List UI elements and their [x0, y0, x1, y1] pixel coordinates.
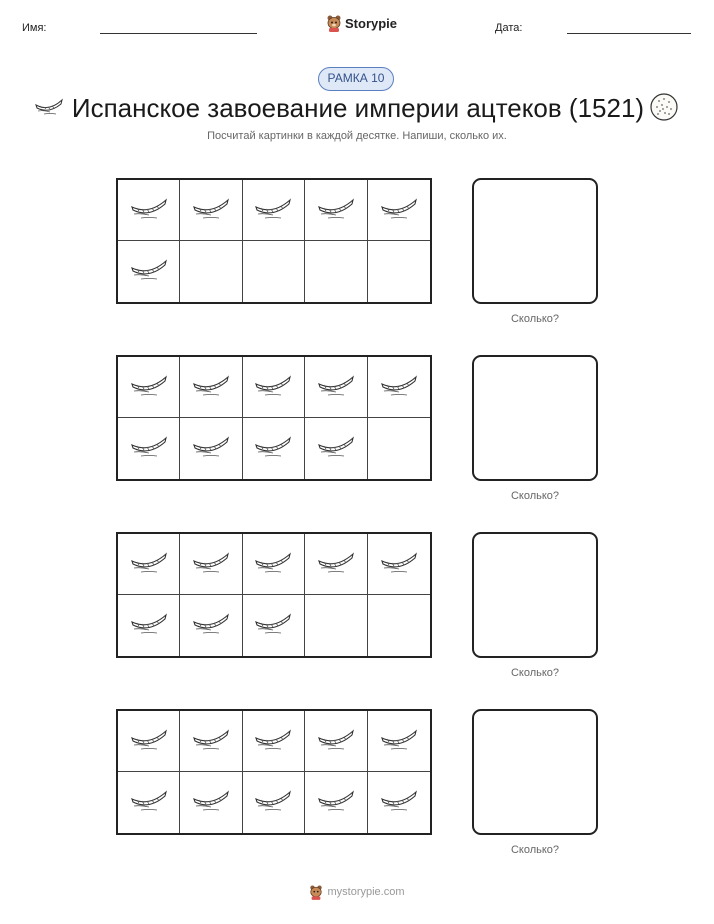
frame-cell	[118, 357, 180, 418]
frame-cell	[368, 180, 430, 241]
storypie-mascot-icon	[326, 14, 342, 32]
frame-cell	[368, 357, 430, 418]
frame-cell	[243, 418, 305, 479]
ten-frame-4	[116, 709, 432, 835]
canoe-icon	[316, 549, 356, 580]
canoe-icon	[379, 787, 419, 818]
date-label: Дата:	[495, 22, 523, 34]
frame-cell	[368, 595, 430, 656]
canoe-icon	[253, 726, 293, 757]
storypie-logo	[326, 14, 397, 32]
frame-cell	[118, 772, 180, 833]
canoe-icon	[34, 97, 64, 115]
frame-cell	[305, 772, 367, 833]
frame-cell	[305, 241, 367, 302]
canoe-icon	[316, 433, 356, 464]
frame-cell	[305, 534, 367, 595]
frame-cell	[118, 711, 180, 772]
canoe-icon	[253, 372, 293, 403]
frame-cell	[305, 357, 367, 418]
canoe-icon	[379, 372, 419, 403]
canoe-icon	[191, 372, 231, 403]
canoe-icon	[253, 549, 293, 580]
frame-cell	[243, 357, 305, 418]
tortilla-icon	[649, 92, 679, 122]
storypie-mascot-icon	[309, 884, 323, 900]
canoe-icon	[316, 726, 356, 757]
answer-box-4[interactable]	[472, 709, 598, 835]
canoe-icon	[253, 195, 293, 226]
frame-cell	[180, 357, 242, 418]
footer	[0, 884, 714, 900]
frame-cell	[305, 711, 367, 772]
canoe-icon	[379, 726, 419, 757]
frame-cell	[118, 418, 180, 479]
frame-cell	[243, 595, 305, 656]
frame-cell	[180, 241, 242, 302]
frame-cell	[368, 418, 430, 479]
frame-cell	[368, 711, 430, 772]
frame-cell	[368, 241, 430, 302]
canoe-icon	[191, 195, 231, 226]
name-label: Имя:	[22, 22, 47, 34]
canoe-icon	[253, 610, 293, 641]
frame-cell	[118, 241, 180, 302]
ten-frame-1	[116, 178, 432, 304]
frame-cell	[180, 534, 242, 595]
frame-cell	[243, 180, 305, 241]
instructions: Посчитай картинки в каждой десятке. Напиши, сколько их.	[207, 130, 507, 142]
canoe-icon	[129, 610, 169, 641]
canoe-icon	[191, 433, 231, 464]
canoe-icon	[129, 433, 169, 464]
canoe-icon	[379, 549, 419, 580]
frame-cell	[305, 595, 367, 656]
frame-cell	[180, 180, 242, 241]
canoe-icon	[253, 433, 293, 464]
canoe-icon	[129, 256, 169, 287]
answer-box-3[interactable]	[472, 532, 598, 658]
frame-cell	[118, 595, 180, 656]
frame-cell	[118, 180, 180, 241]
canoe-icon	[191, 787, 231, 818]
canoe-icon	[316, 787, 356, 818]
answer-box-1[interactable]	[472, 178, 598, 304]
canoe-icon	[129, 726, 169, 757]
frame-cell	[180, 772, 242, 833]
footer-site: mystorypie.com	[327, 886, 405, 898]
frame-cell	[118, 534, 180, 595]
canoe-icon	[129, 787, 169, 818]
frame-cell	[368, 534, 430, 595]
answer-box-2[interactable]	[472, 355, 598, 481]
frame-badge: РАМКА 10	[318, 67, 394, 91]
canoe-icon	[129, 195, 169, 226]
canoe-icon	[129, 372, 169, 403]
canoe-icon	[379, 195, 419, 226]
frame-cell	[243, 711, 305, 772]
frame-cell	[305, 180, 367, 241]
name-line[interactable]	[100, 33, 257, 34]
ten-frame-2	[116, 355, 432, 481]
frame-cell	[180, 595, 242, 656]
canoe-icon	[129, 549, 169, 580]
page-title: Испанское завоевание империи ацтеков (1521)	[71, 93, 645, 123]
frame-cell	[368, 772, 430, 833]
count-prompt-4: Сколько?	[510, 844, 560, 856]
ten-frame-3	[116, 532, 432, 658]
frame-cell	[305, 418, 367, 479]
canoe-icon	[253, 787, 293, 818]
count-prompt-1: Сколько?	[510, 313, 560, 325]
frame-cell	[180, 711, 242, 772]
frame-cell	[243, 772, 305, 833]
frame-cell	[243, 241, 305, 302]
canoe-icon	[191, 610, 231, 641]
brand-name: Storypie	[345, 15, 398, 31]
frame-cell	[180, 418, 242, 479]
frame-cell	[243, 534, 305, 595]
date-line[interactable]	[567, 33, 691, 34]
canoe-icon	[316, 372, 356, 403]
count-prompt-3: Сколько?	[510, 667, 560, 679]
canoe-icon	[191, 549, 231, 580]
canoe-icon	[316, 195, 356, 226]
canoe-icon	[191, 726, 231, 757]
count-prompt-2: Сколько?	[510, 490, 560, 502]
